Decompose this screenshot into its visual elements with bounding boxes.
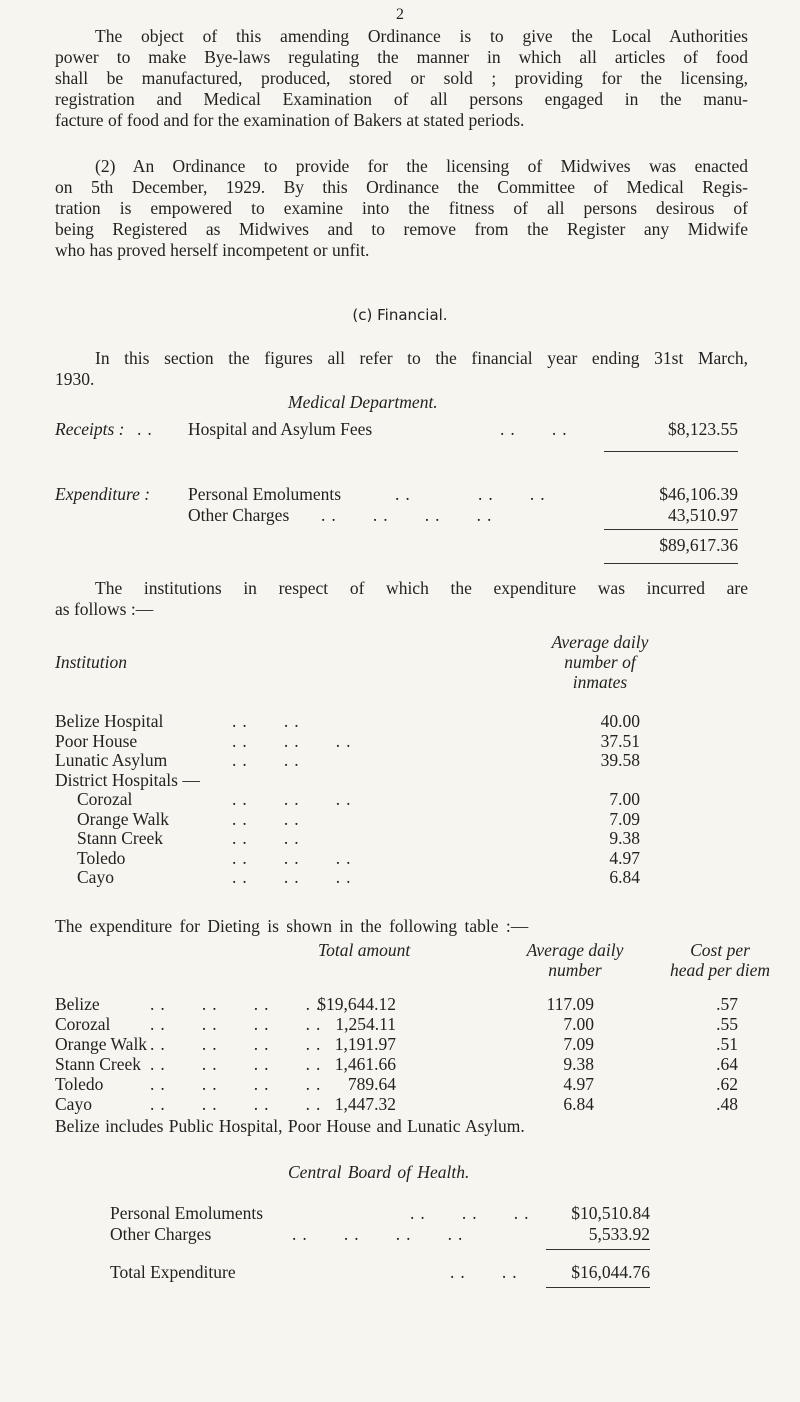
expenditure-label: Expenditure : — [55, 484, 151, 504]
institution-name: Lunatic Asylum — [55, 750, 168, 770]
header-line: Average daily — [526, 940, 624, 960]
dieting-district: Corozal — [55, 1014, 111, 1034]
dieting-average: 117.09 — [546, 994, 594, 1014]
institution-value: 39.58 — [600, 750, 640, 770]
institutions-intro — [55, 578, 748, 620]
header-line: Cost per — [690, 940, 750, 960]
dieting-total: 1,254.11 — [335, 1014, 396, 1034]
dieting-costs — [680, 994, 738, 1114]
receipts-amount: $8,123.55 — [668, 419, 738, 439]
institution-column-header: Institution — [55, 652, 127, 672]
paragraph-line: registration and Medical Examination of all persons engaged in the manu- — [55, 89, 748, 109]
dieting-note: Belize includes Public Hospital, Poor House and Lunatic Asylum. — [55, 1116, 525, 1136]
dieting-total: $19,644.12 — [317, 994, 396, 1014]
leader-dots: .. .. .. .. — [292, 1224, 469, 1244]
total-expenditure-amount: $16,044.76 — [571, 1262, 650, 1282]
dieting-average: 9.38 — [563, 1054, 594, 1074]
institution-value: 4.97 — [609, 847, 640, 868]
institutions-names — [55, 712, 200, 888]
dieting-cost: .62 — [716, 1074, 738, 1094]
header-line: number — [548, 960, 602, 980]
financial-intro — [55, 348, 748, 390]
total-amount-header: Total amount — [318, 940, 411, 960]
paragraph-line: The institutions in respect of which the expenditure was incurred are — [95, 578, 748, 598]
medical-department-heading: Medical Department. — [288, 392, 438, 412]
institution-value: 7.09 — [609, 808, 640, 829]
institution-name: Stann Creek — [77, 828, 164, 848]
institution-name: District Hospitals — — [55, 769, 200, 790]
institutions-leaders: .. .. .. .. .. .. .. .. .. .. .. .. .. .. .. .. .. .. .. .. — [232, 711, 357, 887]
institutions-values — [560, 712, 640, 888]
paragraph-line: power to make Bye-laws regulating the manner in which all articles of food — [55, 47, 748, 67]
central-board-heading: Central Board of Health. — [288, 1162, 470, 1182]
expenditure-total: $89,617.36 — [659, 535, 738, 555]
page-number: 2 — [396, 6, 404, 23]
dieting-averages — [500, 994, 594, 1114]
rule-line — [546, 1249, 650, 1250]
institution-name: Orange Walk — [77, 808, 170, 829]
central-board-item-label: Personal Emoluments — [110, 1203, 264, 1223]
institution-name: Cayo — [77, 867, 114, 887]
dieting-total: 789.64 — [347, 1074, 396, 1094]
dieting-cost: .57 — [716, 994, 738, 1014]
paragraph-line: The object of this amending Ordinance is to give the Local Authorities — [95, 26, 748, 46]
dieting-average: 4.97 — [563, 1074, 594, 1094]
institution-value — [560, 771, 640, 791]
leader-dots: .. .. .. — [410, 1203, 535, 1223]
leader-dots: .. .. .. .. — [321, 505, 498, 525]
dieting-cost: .55 — [716, 1014, 738, 1034]
expenditure-item-amount: $46,106.39 — [659, 484, 738, 504]
dieting-district: Toledo — [55, 1074, 104, 1094]
expenditure-item-label: Other Charges — [188, 505, 290, 525]
paragraph-line: tration is empowered to examine into the fitness of all persons desirous of — [55, 198, 748, 218]
receipts-item: Hospital and Asylum Fees — [188, 419, 373, 439]
leader-dots: .. — [395, 484, 416, 504]
expenditure-item-amount: 43,510.97 — [668, 505, 738, 525]
expenditure-item-label: Personal Emoluments — [188, 484, 342, 504]
paragraph-line: as follows :— — [55, 599, 154, 619]
receipts-label: Receipts : — [55, 419, 125, 439]
dieting-district: Orange Walk — [55, 1034, 148, 1054]
rule-line — [604, 451, 738, 452]
dieting-leaders: .. .. .. .. .. .. .. .. .. .. .. .. .. .. .. .. .. .. .. .. .. .. .. .. — [150, 994, 327, 1114]
header-line: head per diem — [669, 960, 771, 980]
average-column-header — [500, 632, 700, 692]
leader-dots: .. .. — [478, 484, 551, 504]
dieting-district: Cayo — [55, 1094, 92, 1114]
central-board-item-amount: $10,510.84 — [571, 1203, 650, 1223]
dieting-totals — [300, 994, 396, 1114]
dieting-intro: The expenditure for Dieting is shown in the following table :— — [55, 916, 529, 936]
dieting-cost: .51 — [716, 1034, 738, 1054]
dieting-total: 1,461.66 — [334, 1054, 396, 1074]
paragraph-line: shall be manufactured, produced, stored or sold ; providing for the licensing, — [55, 68, 748, 88]
dieting-average: 7.09 — [563, 1034, 594, 1054]
institution-name: Corozal — [77, 789, 133, 809]
leader-dots: .. — [137, 419, 158, 439]
rule-line — [604, 563, 738, 564]
dieting-names — [55, 994, 147, 1114]
rule-line — [546, 1287, 650, 1288]
institution-value: 9.38 — [609, 828, 640, 848]
institution-value: 6.84 — [609, 867, 640, 887]
dieting-average: 7.00 — [563, 1014, 594, 1034]
paragraph-line: on 5th December, 1929. By this Ordinance the Committee of Medical Regis- — [55, 177, 748, 197]
rule-line — [604, 529, 738, 530]
central-board-item-amount: 5,533.92 — [588, 1224, 650, 1244]
dieting-cost: .64 — [716, 1054, 738, 1074]
header-line: Average daily — [551, 632, 649, 652]
midwives-paragraph — [55, 156, 748, 261]
dieting-average: 6.84 — [563, 1094, 594, 1114]
paragraph-line: In this section the figures all refer to the financial year ending 31st March, — [95, 348, 748, 368]
header-line: inmates — [572, 672, 628, 692]
dieting-total: 1,191.97 — [334, 1034, 396, 1054]
intro-paragraph — [55, 26, 748, 131]
paragraph-line: facture of food and for the examination of Bakers at stated periods. — [55, 110, 525, 130]
dieting-district: Stann Creek — [55, 1054, 142, 1074]
financial-heading: (c) Financial. — [352, 306, 448, 324]
header-line: number of — [564, 652, 636, 672]
institution-value: 40.00 — [600, 711, 640, 731]
leader-dots: .. .. — [500, 419, 573, 439]
leader-dots: .. .. — [450, 1262, 523, 1282]
paragraph-line: 1930. — [55, 369, 95, 389]
paragraph-line: being Registered as Midwives and to remove from the Register any Midwife — [55, 219, 748, 239]
institution-value: 37.51 — [600, 730, 640, 751]
institution-value: 7.00 — [609, 789, 640, 809]
paragraph-line: (2) An Ordinance to provide for the licensing of Midwives was enacted — [95, 156, 748, 176]
paragraph-line: who has proved herself incompetent or unfit. — [55, 240, 370, 260]
dieting-district: Belize — [55, 994, 100, 1014]
dieting-total: 1,447.32 — [334, 1094, 396, 1114]
institution-name: Poor House — [55, 730, 138, 751]
cost-per-header — [645, 940, 795, 980]
total-expenditure-label: Total Expenditure — [110, 1262, 236, 1282]
dieting-cost: .48 — [716, 1094, 738, 1114]
average-daily-header — [500, 940, 650, 980]
institution-name: Belize Hospital — [55, 711, 164, 731]
central-board-item-label: Other Charges — [110, 1224, 212, 1244]
institution-name: Toledo — [77, 847, 126, 868]
